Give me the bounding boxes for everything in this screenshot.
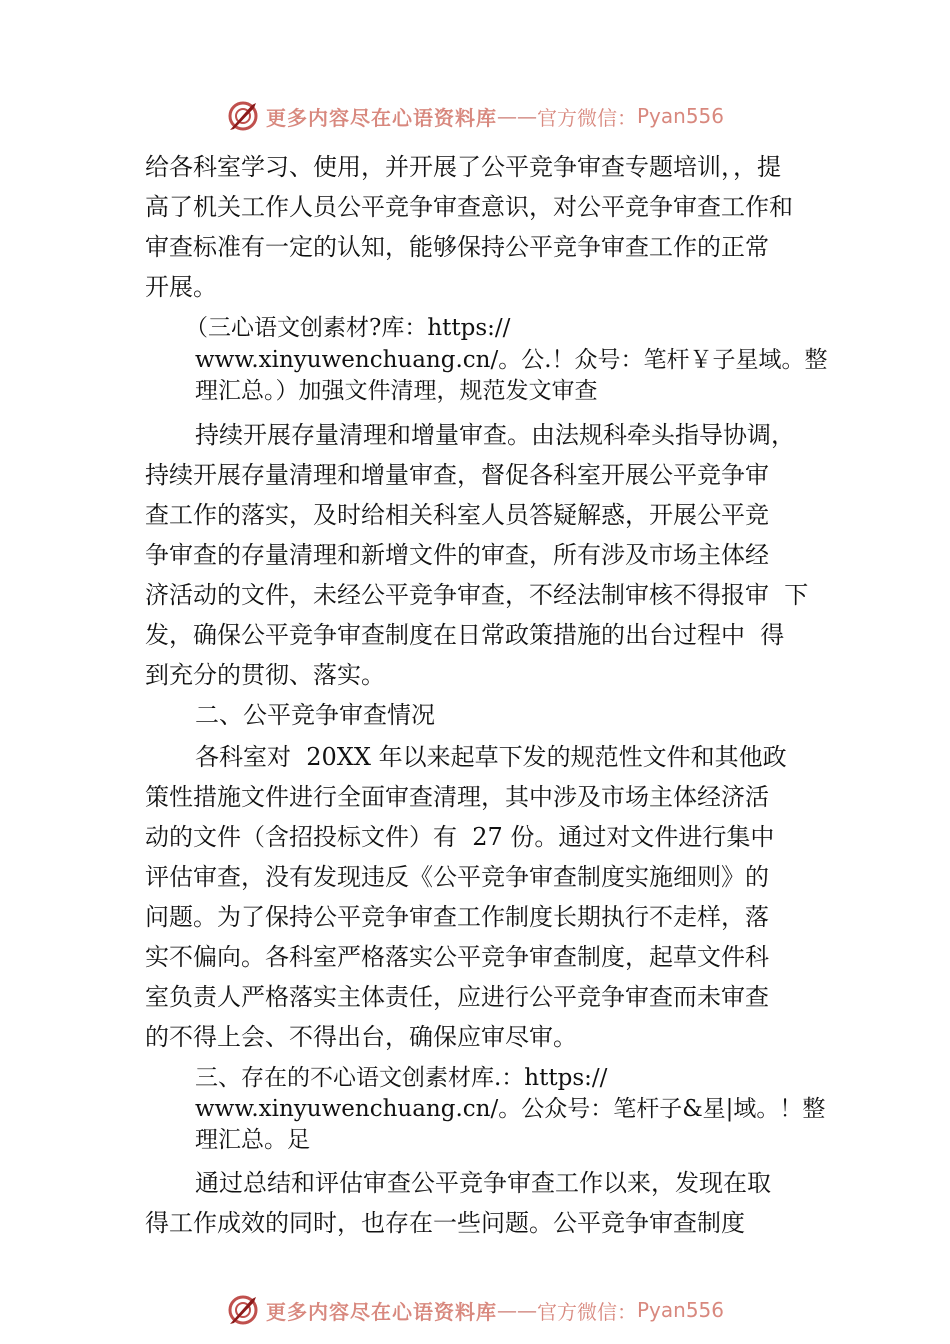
body-line: 得工作成效的同时，也存在一些问题。公平竞争审查制度 (145, 1209, 745, 1237)
body-line: www.xinyuwenchuang.cn/。公众号：笔杆子&星|域。！整 (195, 1096, 826, 1122)
body-line: 到充分的贯彻、落实。 (145, 661, 385, 689)
body-line: 实不偏向。各科室严格落实公平竞争审查制度，起草文件科 (145, 943, 769, 971)
body-line: 高了机关工作人员公平竞争审查意识，对公平竞争审查工作和 (145, 193, 793, 221)
body-line: www.xinyuwenchuang.cn/。公.！众号：笔杆￥子星域。整 (195, 347, 828, 373)
body-line: 各科室对 20XX 年以来起草下发的规范性文件和其他政 (195, 743, 787, 771)
banner-wechat-label: 官方微信： (536, 105, 637, 130)
body-line: 理汇总。足 (195, 1127, 310, 1153)
body-line: 理汇总。）加强文件清理，规范发文审查 (195, 378, 598, 404)
body-line: 济活动的文件，未经公平竞争审查，不经法制审核不得报审 下 (145, 581, 809, 609)
body-line: 发，确保公平竞争审查制度在日常政策措施的出台过程中 得 (145, 621, 785, 649)
body-line: 开展。 (145, 273, 217, 301)
body-line: 的不得上会、不得出台，确保应审尽审。 (145, 1023, 577, 1051)
body-line: 争审查的存量清理和新增文件的审查，所有涉及市场主体经 (145, 541, 769, 569)
body-line: 持续开展存量清理和增量审查。由法规科牵头指导协调， (195, 421, 795, 449)
body-line: 评估审查，没有发现违反《公平竞争审查制度实施细则》的 (145, 863, 769, 891)
banner-wechat-label: 官方微信： (536, 1299, 637, 1324)
body-line: 审查标准有一定的认知，能够保持公平竞争审查工作的正常 (145, 233, 769, 261)
body-line: 动的文件（含招投标文件）有 27 份。通过对文件进行集中 (145, 823, 775, 851)
quill-seal-logo-icon (226, 1293, 260, 1327)
body-line: 策性措施文件进行全面审查清理，其中涉及市场主体经济活 (145, 783, 769, 811)
banner-text: 更多内容尽在心语资料库 (265, 1299, 497, 1324)
banner-separator: —— (496, 104, 537, 128)
body-line: （三心语文创素材?库：https:// (185, 315, 511, 341)
quill-seal-logo-icon (226, 99, 260, 133)
banner-separator: —— (496, 1298, 537, 1322)
body-line: 查工作的落实，及时给相关科室人员答疑解惑，开展公平竞 (145, 501, 769, 529)
body-line: 室负责人严格落实主体责任，应进行公平竞争审查而未审查 (145, 983, 769, 1011)
body-line: 持续开展存量清理和增量审查，督促各科室开展公平竞争审 (145, 461, 769, 489)
footer-banner (0, 1290, 950, 1330)
body-line: 通过总结和评估审查公平竞争审查工作以来，发现在取 (195, 1169, 771, 1197)
body-line: 问题。为了保持公平竞争审查工作制度长期执行不走样，落 (145, 903, 769, 931)
banner-wechat-id: Pyan556 (636, 104, 724, 128)
banner-wechat-id: Pyan556 (636, 1298, 724, 1322)
section-heading: 二、公平竞争审查情况 (195, 701, 435, 729)
section-heading: 三、存在的不心语文创素材库.：https:// (195, 1065, 608, 1091)
banner-text: 更多内容尽在心语资料库 (265, 105, 497, 130)
body-line: 给各科室学习、使用，并开展了公平竞争审查专题培训，，提 (145, 153, 781, 181)
header-banner (0, 96, 950, 136)
